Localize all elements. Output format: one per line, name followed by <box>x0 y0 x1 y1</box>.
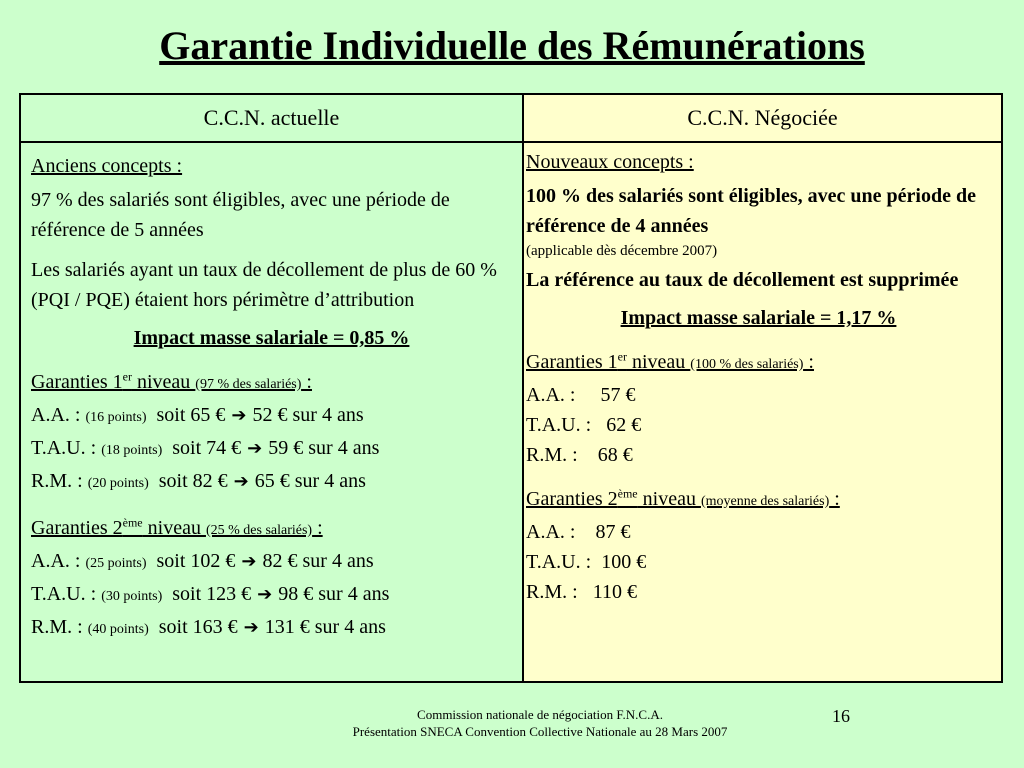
column-body-actuelle <box>21 143 522 645</box>
guarantee-row: R.M. : 68 € <box>526 444 633 466</box>
eligibility-text: 100 % des salariés sont éligibles, avec une période de référence de 4 années <box>526 185 976 237</box>
concepts-label: Anciens concepts : <box>31 155 183 177</box>
guarantee-row: T.A.U. : 100 € <box>526 551 647 573</box>
concepts-label: Nouveaux concepts : <box>526 151 694 173</box>
guarantee-row: R.M. : (20 points) soit 82 € ➔ 65 € sur 4 ans <box>31 466 512 499</box>
arrow-right-icon: ➔ <box>257 584 273 604</box>
guarantee-2-label: Garanties 2ème niveau (moyenne des salariés) : <box>526 486 840 510</box>
arrow-right-icon: ➔ <box>243 617 259 637</box>
arrow-right-icon: ➔ <box>247 438 263 458</box>
guarantee-row: R.M. : 110 € <box>526 581 637 603</box>
impact-text: Impact masse salariale = 0,85 % <box>133 327 410 349</box>
arrow-right-icon: ➔ <box>233 471 249 491</box>
decollement-text: La référence au taux de décollement est supprimée <box>526 269 959 291</box>
decollement-text: Les salariés ayant un taux de décollement de plus de 60 % (PQI / PQE) étaient hors périmètre d’attribution <box>31 259 497 311</box>
guarantee-row: R.M. : (40 points) soit 163 € ➔ 131 € sur 4 ans <box>31 612 512 645</box>
applicability-note: (applicable dès décembre 2007) <box>526 243 718 259</box>
guarantee-1-label: Garanties 1er niveau (97 % des salariés) : <box>31 369 312 393</box>
eligibility-text: 97 % des salariés sont éligibles, avec une période de référence de 5 années <box>31 189 450 241</box>
footer <box>0 706 1024 740</box>
guarantee-row: A.A. : 57 € <box>526 384 636 406</box>
page-title: Garantie Individuelle des Rémunérations <box>159 23 865 68</box>
comparison-table <box>19 93 1003 683</box>
page-number: 16 <box>832 706 850 726</box>
guarantee-row: T.A.U. : (30 points) soit 123 € ➔ 98 € sur 4 ans <box>31 579 512 612</box>
impact-text: Impact masse salariale = 1,17 % <box>620 307 897 329</box>
guarantee-2-label: Garanties 2ème niveau (25 % des salariés) : <box>31 515 323 539</box>
guarantee-row: A.A. : 87 € <box>526 521 631 543</box>
footer-line-2: Présentation SNECA Convention Collective Nationale au 28 Mars 2007 <box>352 724 728 739</box>
guarantee-row: T.A.U. : (18 points) soit 74 € ➔ 59 € sur 4 ans <box>31 433 512 466</box>
column-ccn-actuelle <box>21 95 524 681</box>
guarantee-row: T.A.U. : 62 € <box>526 414 642 436</box>
arrow-right-icon: ➔ <box>231 405 247 425</box>
column-ccn-negociee <box>524 95 1001 681</box>
arrow-right-icon: ➔ <box>241 551 257 571</box>
column-header-negociee: C.C.N. Négociée <box>524 95 1001 143</box>
guarantee-1-label: Garanties 1er niveau (100 % des salariés) : <box>526 349 814 373</box>
footer-line-1: Commission nationale de négociation F.N.C.A. <box>417 707 663 722</box>
column-header-actuelle: C.C.N. actuelle <box>21 95 522 143</box>
guarantee-row: A.A. : (16 points) soit 65 € ➔ 52 € sur 4 ans <box>31 400 512 433</box>
column-body-negociee <box>524 143 1001 607</box>
guarantee-row: A.A. : (25 points) soit 102 € ➔ 82 € sur 4 ans <box>31 546 512 579</box>
